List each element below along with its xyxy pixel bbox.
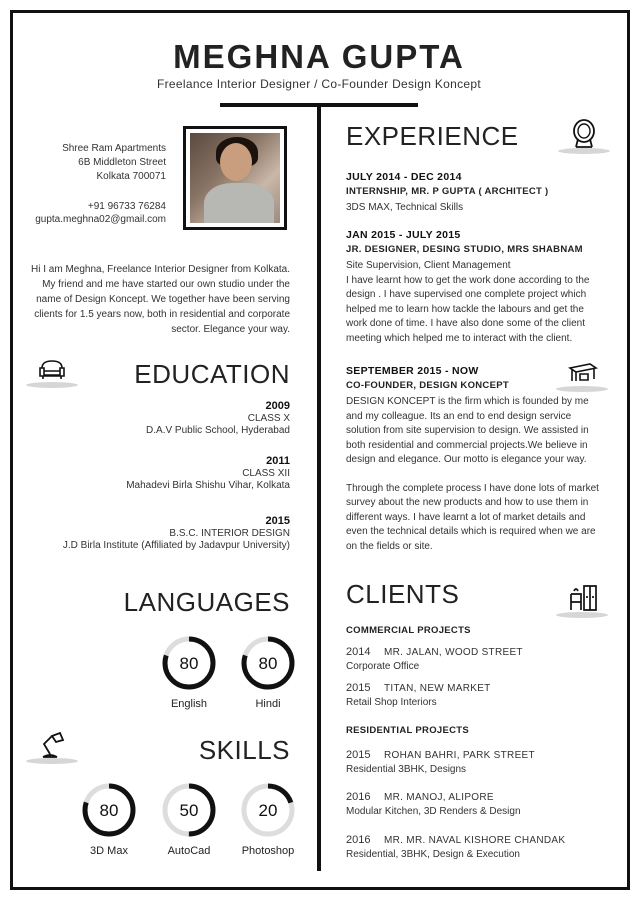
edu-year: 2009 — [265, 400, 290, 412]
exp-desc: DESIGN KONCEPT is the firm which is founded by me and my colleague. Its an end to end design service solution from site supervision to design. We assisted in both residential and commercial projects.We believe in design and elegance. Our motto is elegance your way. — [346, 396, 589, 465]
proficiency-value: 50 — [179, 801, 199, 820]
client-desc: Corporate Office — [346, 661, 420, 672]
sofa-icon — [26, 358, 78, 388]
skill-autocad — [160, 782, 218, 857]
proficiency-ring — [161, 782, 217, 838]
client-name: ROHAN BAHRI, PARK STREET — [384, 750, 535, 761]
client-item — [346, 645, 616, 674]
mirror-icon — [558, 118, 610, 154]
client-year: 2015 — [346, 682, 371, 694]
edu-degree: CLASS X — [247, 413, 290, 424]
exp-role: JR. DESIGNER, DESING STUDIO, MRS SHABNAM — [346, 243, 583, 255]
cabinet-icon — [556, 582, 608, 618]
proficiency-value: 80 — [179, 654, 199, 673]
edu-school: J.D Birla Institute (Affiliated by Jadavpur University) — [62, 540, 290, 551]
client-name: TITAN, NEW MARKET — [384, 683, 491, 694]
exp-desc: 3DS MAX, Technical Skills — [346, 202, 464, 213]
client-item — [346, 681, 616, 710]
exp-role: INTERNSHIP, MR. P GUPTA ( ARCHITECT ) — [346, 185, 549, 197]
skill-name: Photoshop — [241, 845, 295, 857]
clients-title: CLIENTS — [346, 579, 460, 609]
address-line: Kolkata 700071 — [96, 171, 166, 182]
bio-text: Hi I am Meghna, Freelance Interior Designer from Kolkata. My friend and me have started our own studio under the name of Design Koncept. We together have been serving clients for 1.5 years now, both in residential and corporate sector. Elegance your way. — [31, 264, 290, 335]
exp-date: SEPTEMBER 2015 - NOW — [346, 365, 479, 377]
edu-school: Mahadevi Birla Shishu Vihar, Kolkata — [126, 480, 290, 491]
experience-item — [346, 170, 606, 216]
email: gupta.meghna02@gmail.com — [35, 214, 166, 225]
client-year: 2014 — [346, 646, 371, 658]
proficiency-ring — [81, 782, 137, 838]
commercial-heading: COMMERCIAL PROJECTS — [346, 625, 471, 636]
education-item — [40, 515, 290, 552]
client-desc: Residential, 3BHK, Design & Execution — [346, 849, 520, 860]
language-name: Hindi — [255, 698, 281, 710]
residential-heading: RESIDENTIAL PROJECTS — [346, 725, 470, 736]
contact-block — [20, 142, 166, 214]
client-name: MR. MANOJ, ALIPORE — [384, 792, 494, 803]
experience-title: EXPERIENCE — [346, 121, 519, 151]
skill-3dmax — [80, 782, 138, 857]
proficiency-value: 80 — [99, 801, 119, 820]
profile-photo — [183, 126, 287, 230]
client-item — [346, 790, 616, 819]
client-item — [346, 748, 616, 777]
client-desc: Retail Shop Interiors — [346, 697, 437, 708]
education-title: EDUCATION — [134, 359, 290, 389]
lamp-icon — [26, 730, 78, 764]
skills-title: SKILLS — [198, 735, 290, 765]
client-year: 2015 — [346, 749, 371, 761]
resume-name: MEGHNA GUPTA — [173, 38, 465, 75]
exp-desc-detail: I have learnt how to get the work done according to the design . I have supervised one complete project which helped me to learn how tackle the labours and get the work done of time. I have also done some of the client meeting which helped me to interact with the client. — [346, 274, 590, 344]
column-divider — [317, 105, 321, 871]
proficiency-value: 80 — [258, 654, 278, 673]
client-name: MR. MR. NAVAL KISHORE CHANDAK — [384, 835, 566, 846]
client-desc: Residential 3BHK, Designs — [346, 764, 467, 775]
language-hindi — [239, 635, 297, 710]
languages-title: LANGUAGES — [123, 587, 290, 617]
skill-name: AutoCad — [167, 845, 211, 857]
skill-photoshop — [237, 782, 299, 857]
education-item — [40, 455, 290, 492]
client-year: 2016 — [346, 791, 371, 803]
exp-desc-detail: Through the complete process I have done lots of market survey about the new products and how to use them in different ways. I have learnt a lot of market details and even the technical details which is required when we are on the fields or site. — [346, 482, 599, 552]
exp-date: JULY 2014 - DEC 2014 — [346, 171, 462, 183]
address-line: 6B Middleton Street — [78, 157, 166, 168]
resume-tagline: Freelance Interior Designer / Co-Founder Design Koncept — [157, 77, 481, 91]
edu-year: 2015 — [265, 515, 290, 527]
experience-item — [346, 364, 606, 554]
proficiency-ring — [240, 635, 296, 691]
proficiency-ring — [240, 782, 296, 838]
client-name: MR. JALAN, WOOD STREET — [384, 647, 523, 658]
phone: +91 96733 76284 — [87, 201, 166, 212]
address-line: Shree Ram Apartments — [62, 143, 166, 154]
skill-name: 3D Max — [90, 845, 128, 857]
experience-item — [346, 228, 606, 346]
client-year: 2016 — [346, 834, 371, 846]
edu-year: 2011 — [266, 455, 290, 467]
education-item — [40, 400, 290, 437]
client-desc: Modular Kitchen, 3D Renders & Design — [346, 806, 521, 817]
language-name: English — [170, 698, 208, 710]
exp-date: JAN 2015 - JULY 2015 — [346, 229, 461, 241]
edu-degree: B.S.C. INTERIOR DESIGN — [169, 528, 290, 539]
client-item — [346, 833, 616, 862]
proficiency-ring — [161, 635, 217, 691]
exp-role: CO-FOUNDER, DESIGN KONCEPT — [346, 379, 509, 391]
edu-degree: CLASS XII — [242, 468, 290, 479]
proficiency-value: 20 — [258, 801, 278, 820]
edu-school: D.A.V Public School, Hyderabad — [146, 425, 290, 436]
language-english — [160, 635, 218, 710]
exp-desc: Site Supervision, Client Management — [346, 260, 511, 271]
